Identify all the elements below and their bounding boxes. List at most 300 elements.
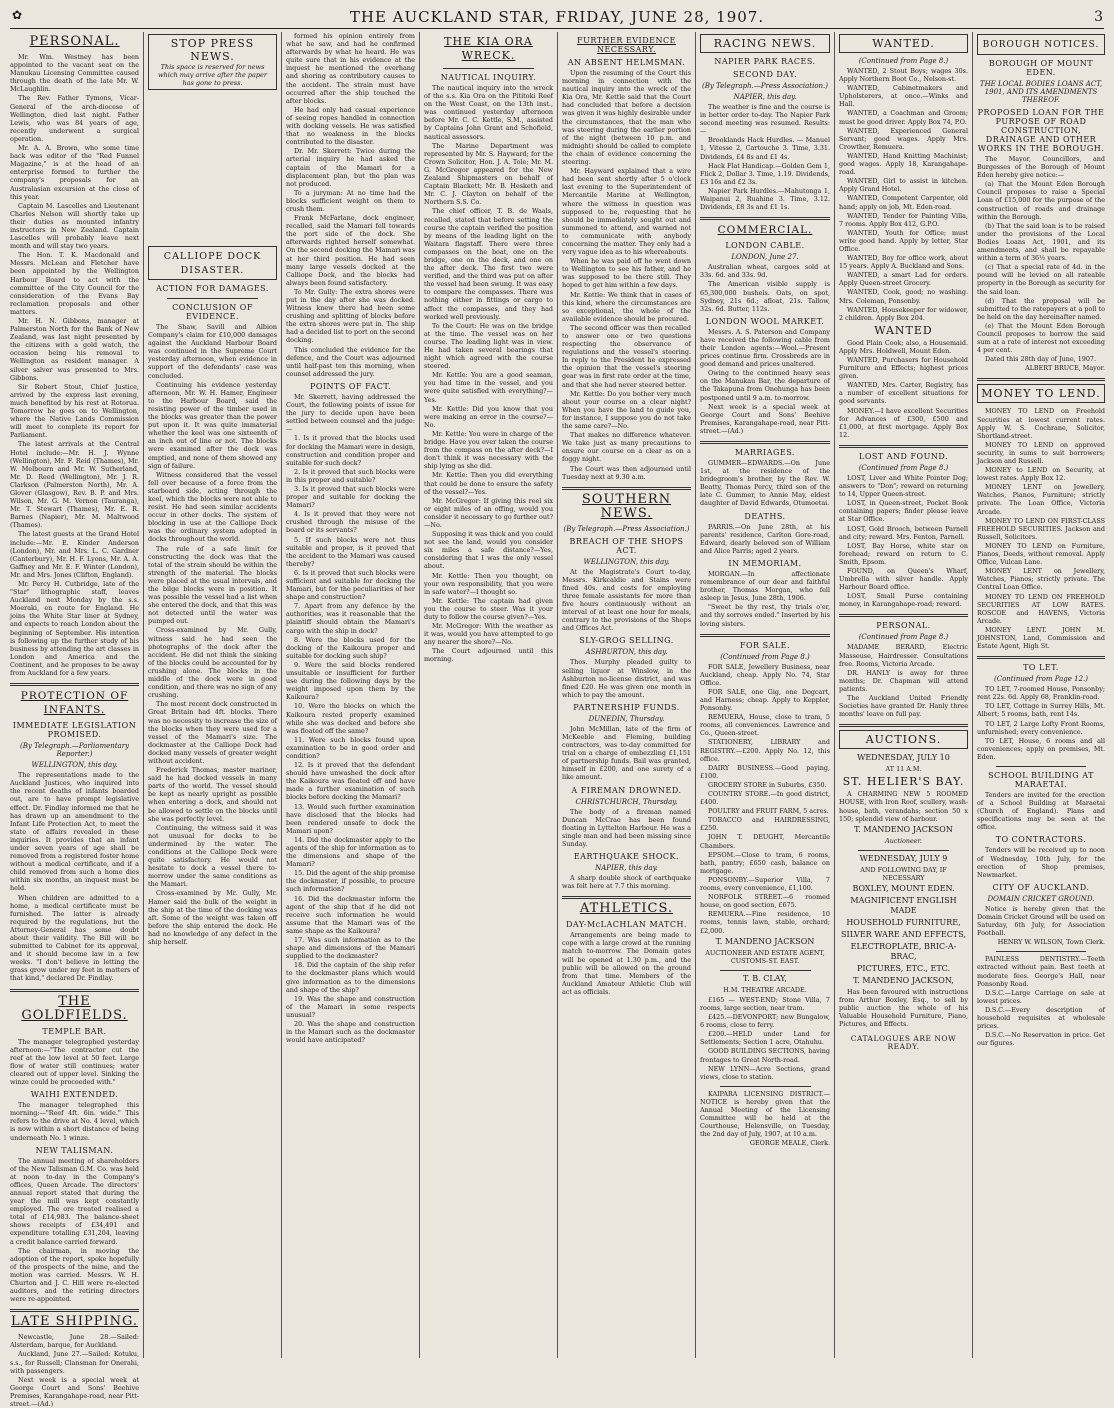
column-2 (144, 32, 281, 1358)
subheading: TEMPLE BAR. (42, 1026, 107, 1036)
paragraph: Tenders are invited for the erection of a School Building at Maraetai (Church of England). Plans and specifications may be seen at the office. (977, 791, 1105, 832)
subheading: SCHOOL BUILDING AT MARAETAI. (988, 771, 1094, 789)
subheading: WAIHI EXTENDED. (30, 1090, 119, 1100)
subheading: AN ABSENT HELMSMAN. (567, 58, 686, 67)
money-heading-box (977, 384, 1105, 403)
signature: ALBERT BRUCE, Mayor. (1025, 364, 1105, 373)
divider (10, 1309, 139, 1312)
paragraph: To the Court: He was on the bridge at the time. The vessel was on her course. The leading light was in view. He had taken several bearings that night which agreed with the course steered. (424, 321, 553, 371)
paragraph: Napier Park Hurdles.—Mahutonga 1, Waipanui 2, Ruahine 3. Time, 3.12. Dividends, £8 3s and £1 1s. (700, 186, 830, 212)
classified-ad: WANTED, a Coachman and Groom; must be good driver. Apply Box 74, P.O. (839, 109, 968, 126)
classified-ad: MONEY LENT on Jewellery, Watches, Pianos, Furniture; strictly private. The Loan Office, Victoria Arcade. (977, 483, 1105, 516)
paragraph: When he was paid off he went down to Wellington to see his father, and he was supposed to be there still. They hoped to get him within a few days. (562, 257, 691, 290)
paragraph: The weather is fine and the course is in better order to-day. The Napier Park second meeting was resumed. Results:— (700, 103, 830, 136)
dateline: NAPIER, this day. (733, 93, 797, 101)
paragraph: Notice is hereby given that the Domain Cricket Ground will be used on Saturday, 6th July, for Association Football. (977, 904, 1106, 938)
auction-description: A CHARMING NEW 5 ROOMED HOUSE, with Iron Roof, scullery, wash-house, bath, verandahs; section 50 x 150; splendid view of harbour. (839, 790, 968, 823)
page-number: 3 (1094, 9, 1104, 25)
dateline: WELLINGTON, this day. (583, 557, 670, 566)
paragraph: Mr. Kettle: The captain had given you the course to steer. Was it your duty to follow the course given?—Yes. (424, 596, 553, 621)
classified-ad: WANTED, Hand Knitting Machinist; good wages. Apply 18, Karangahape-road. (839, 151, 968, 177)
auction-venue: ST. HELIER'S BAY. (842, 775, 965, 789)
auction-line: HOUSEHOLD FURNITURE, (846, 918, 961, 928)
subheading: CITY OF AUCKLAND. (992, 882, 1090, 892)
classified-ad: MONEY.—I have excellent Securities for Advances of £300, £500 and £1,000, at first mortgage. Apply Box 12. (839, 406, 968, 439)
column-1 (6, 32, 143, 1408)
classified-ad: DAIRY BUSINESS.—Good paying, £100. (700, 763, 830, 780)
auctioneer-title: Auctioneer. (885, 836, 922, 845)
classified-ad: FOR SALE, Jewellery Business, near Auckland, cheap. Apply No. 74, Star Office. (700, 662, 830, 687)
paragraph: (c) That a special rate of 4d. in the pound will be levied on all rateable property in the Borough as security for the said loan. (977, 263, 1105, 296)
paragraph: Upon the resuming of the Court this morning in connection with the nautical inquiry into the wreck of the Kia Ora, Mr. Kettle said that the Court had concluded that before a decision was given it was highly desirable under the circumstances, that the man who was steering during the earlier portion of the night (between 10 p.m. and midnight) should be called to complete the chain of evidence concerning the steering. (562, 69, 691, 167)
subheading: MARRIAGES. (735, 448, 795, 457)
subheading: PARTNERSHIP FUNDS. (573, 702, 680, 712)
section-heading: THE KIA ORA WRECK. (444, 35, 533, 62)
subheading: PROPOSED LOAN FOR THE PURPOSE OF ROAD CONSTRUCTION, DRAINAGE AND OTHER WORKS IN THE BOROUGH. (977, 108, 1105, 153)
classified-ad: WANTED, a smart Lad for orders. Apply Queen-street Grocery. (839, 271, 968, 288)
auction-line: PICTURES, ETC., ETC. (856, 964, 951, 974)
classified-ad: WANTED, Girl to assist in kitchen. Apply Grand Hotel. (839, 177, 968, 194)
paragraph: Dated this 28th day of June, 1907. (985, 355, 1097, 364)
paragraph: Mr. Kettle: Then you thought, on your own responsibility, that you were in safe water?—I thought so. (424, 571, 553, 596)
subheading: FOR SALE. (739, 640, 791, 650)
signature: GEORGE MEALE, Clerk. (749, 1139, 830, 1148)
paragraph: (e) That the Mount Eden Borough Council proposes to borrow the said sum at a rate of interest not exceeding 4 per cent. (977, 321, 1105, 355)
paragraph: formed his opinion entirely from what he saw, and had he confirmed afterwards by what he heard. He was quite sure that in his evidence at the inquest he mentioned the overhang and shoring as contributory causes to the accident. The strain must have occurred after the ship touched the after blocks. (286, 32, 415, 105)
agent-address: AUCTIONEER AND ESTATE AGENT, CUSTOMS-ST. EAST. (705, 948, 825, 965)
notice: PARRIS.—On June 28th, at his parents' residence, Carlton Gore-road, Edward, dearly beloved son of William and Alice Parris; aged 2 years. (700, 522, 830, 555)
paragraph: Arrangements are being made to cope with a large crowd at the running match to-morrow. The Domain gates will be opened at 1.30 p.m., and the public will be allowed on the ground from that time. Members of the Auckland Amateur Athletic Club will act as officials. (562, 931, 691, 996)
section-heading: THE GOLDFIELDS. (21, 993, 128, 1023)
classified-ad: LOST, in Queen-street, Pocket Book containing papers; finder please leave at Star Office. (839, 499, 968, 524)
subheading: FURTHER EVIDENCE NECESSARY. (577, 36, 676, 54)
paragraph: The Marine Department was represented by Mr. S. Hayward; for the Crown Solicitor, Hon. J. A. Tole; Mr. M. G. McGregor appeared for the New Zealand Shipmasters on behalf of Captain Blackett; Mr. B. Hesketh and Mr. C. J. Clayton on behalf of the Northern S.S. Co. (424, 141, 553, 207)
subheading: TO CONTRACTORS. (995, 835, 1087, 845)
paragraph: 7. Apart from any defence by the authorities, was it reasonable that the plaintiff should obtain the Mamari's cargo with the ship in dock? (286, 602, 415, 635)
paragraph: Mr. Kettle: We think that in cases of this kind, where the circumstances are so exceptional, the whole of the available evidence should be procured. (562, 290, 691, 323)
notice: MORGAN.—In affectionate remembrance of our dear and faithful brother, Thomas Morgan, who fell asleep in Jesus, June 28th, 1906. (700, 569, 830, 603)
notice: GUMMER—EDWARDS.—On June 1st, at the residence of the bridegroom's brother, by the Rev. W. Beatty, Thomas Percy, third son of the late C. Gummer, to Annie May, eldest daughter of David Edwards, Otumoetai. (700, 459, 830, 508)
paragraph: (a) That the Mount Eden Borough Council proposes to raise a Special Loan of £15,000 for the purpose of the construction of roads and drainage within the Borough. (977, 180, 1105, 221)
subheading: THE LOCAL BODIES LOANS ACT, 1901, AND ITS AMENDMENTS THEREOF. (979, 80, 1103, 104)
auction-line: ELECTROPLATE, BRIC-A-BRAC, (850, 942, 957, 962)
classified-ad: FOR SALE, one Gig, one Dogcart, and Harness; cheap. Apply to Keppler, Ponsonby. (700, 687, 830, 713)
paragraph: 5. If such blocks were not thus suitable and proper, is it proved that the accident to the Mamari was caused thereby? (286, 535, 415, 568)
paragraph: Mr. McGregor: If giving this reel six or eight miles of an offing, would you consider it necessary to go further out?—No. (424, 496, 553, 529)
classified-ad: GOOD BUILDING SECTIONS, having frontages to Great North-road. (700, 1047, 830, 1064)
continuation-note: (Continued from Page 12.) (993, 675, 1089, 684)
paragraph: Mr. Percy H. Cutbridge, late of the "Star" lithographic staff, leaves Auckland next Monday by the s.s. Moeraki, en route for England. He joins the White Star liner at Sydney, and expects to reach London about the beginning of September. His intention is following up the further study of his business by attending the art classes in London and America and the Continent, and he proposes to be away from Auckland for a few years. (10, 580, 139, 678)
divider (977, 378, 1105, 381)
subheading: LONDON CABLE. (725, 241, 805, 251)
classified-ad: WANTED, Housekeeper for widower, 2 children. Apply Box 204. (839, 305, 968, 322)
paragraph: 19. Was the shape and construction of the Mamari in some respects unusual? (286, 994, 415, 1019)
agent-name: T. B. CLAY, (743, 973, 787, 983)
paragraph: The Court was then adjourned until Tuesday next at 9.30 a.m. (562, 464, 691, 481)
wanted-display: WANTED (874, 323, 933, 337)
classified-ad: WANTED, Tender for Painting Villa, 7 rooms. Apply Box 412, G.P.O. (839, 211, 968, 228)
paragraph: (b) That the said loan is to be raised under the provisions of the Local Bodies Loans Act, 1901, and its amendments, and shall be repayable within a term of 36½ years. (977, 221, 1105, 263)
divider (720, 1086, 811, 1087)
classified-ad: WANTED, Experienced General Servant; good wages. Apply Mrs. Crowther, Remuera. (839, 126, 968, 151)
classified-ad: D.S.C.—Large Carriage on sale at lowest prices. (977, 988, 1105, 1005)
classified-ad: FOUND, on Queen's Wharf, Umbrella with silver handle. Apply Harbour Board office. (839, 566, 968, 592)
paragraph: Mr. Wm. Westney has been appointed to the vacant seat on the Manukau Licensing Committee caused through the death of the late Mr. W. McLaughlin. (10, 53, 139, 94)
classified-ad: MONEY TO LEND on Freehold Securities at lowest current rates. Apply W. S. Cochrane, Solicitor, Shortland-street. (977, 407, 1105, 440)
subheading: A FIREMAN DROWNED. (571, 785, 682, 795)
paragraph: 9. Were the said blocks rendered unsuitable or insufficient for further use during the following days by the weight imposed upon them by the Kaikoura? (286, 660, 415, 702)
paragraph: Australian wheat, cargoes sold at 33s. 6d. and 33s. 9d. (700, 263, 830, 280)
classified-ad: REMUERA.—Fine residence, 10 rooms, tennis lawn, stable, orchard; £2,000. (700, 910, 830, 935)
paragraph: The latest guests at the Grand Hotel include:—Mr. E. Kinder Anderson (London), Mr. and Mrs. L. C. Gardner (Canterbury), Mr. H. F. Lyons, Mr. A. A. Gaffney and Mr. E. F. Winter (London), Mr. and Mrs. Jones (Clifton, England). (10, 530, 139, 579)
ornament-icon: ✿ (12, 8, 24, 22)
divider (700, 441, 830, 444)
borough-heading-box (977, 34, 1105, 55)
classified-ad: TO LET, 2 Large Lofty Front Rooms, unfurnished; every convenience. (977, 719, 1105, 736)
column-3 (282, 32, 419, 1358)
divider (858, 850, 948, 851)
paragraph: Supposing it was thick and you could not see the land, would you consider six miles a safe distance?—Yes, considering that I was the only vessel about. (424, 530, 553, 571)
classified-ad: LOST, Bay Horse, white star on forehead; reward on return to C. Smith, Epsom. (839, 541, 968, 566)
byline: (By Telegraph.—Press Association.) (563, 524, 690, 533)
calliope-heading-box (148, 246, 277, 280)
classified-ad: £200.—HELD under Land for Settlements; Section 1 acre, Otahuhu. (700, 1030, 830, 1047)
paragraph: 4. Is it proved that they were not crushed through the misuse of the board or its servants? (286, 510, 415, 535)
subheading: EARTHQUAKE SHOCK. (573, 852, 680, 862)
wanted-heading-box (839, 34, 968, 53)
paragraph: The Hon. T. K. Macdonald and Messrs. McLean and Fletcher have been appointed by the Wellington Harbour Board to act with the committee of the City Council for the consideration of the Evans Bay reclamation proposals and other matters. (10, 251, 139, 316)
paragraph: The manager telegraphed yesterday afternoon:—"The contractor cut the reef at the low level at 50 feet. Large flow of water still continues; water cleared out of upper level. Sinking the winze could be proceeded with." (10, 1037, 139, 1087)
paragraph: 14. Did the dockmaster apply to the agents of the ship for information as to the dimensions and shape of the Mamari? (286, 835, 415, 869)
paragraph: 11. Were such blocks found upon examination to be in good order and condition? (286, 735, 415, 760)
classified-ad: The Auckland United Friendly Societies have granted Dr. Hanly three months' leave on full pay. (839, 694, 968, 719)
masthead (10, 6, 1104, 29)
classified-ad: MONEY LENT on Jewellery, Watches, Pianos; strictly private. The Central Loan Office. (977, 567, 1105, 592)
paragraph: Dr. Mr. Skerrett: Twice during the arterial inquiry he had asked the captain of the Mamari for a displacement plan, but the plan was not produced. (286, 147, 415, 188)
continuation-note: (Continued from Page 8.) (858, 633, 949, 642)
section-heading: RACING NEWS. (713, 37, 817, 50)
paragraph: Mr. Kettle: Do you bother very much about your course on a clear night? When you have the land to guide you, for instance, I suppose you do not take the same care?—No. (562, 389, 691, 431)
continuation-note: (Continued from Page 8.) (858, 463, 949, 472)
classified-ad: DR. HANLY is away for three months; Dr. Chapman will attend patients. (839, 668, 968, 693)
paragraph: The second officer was then recalled to answer one or two questions respecting the observance of regulations and the vessel's steering. In reply to the President he expressed the opinion that the vessel's steering gear was in first rate order at the time, and that she had never steered better. (562, 323, 691, 389)
paragraph: 16. Did the dockmaster inform the agent of the ship that if he did not receive such information he would assume that the Mamari was of the same shape as the Kaikoura? (286, 894, 415, 935)
paragraph: Owing to the continued heavy seas on the Manukau Bar, the departure of the Takapuna from Onehunga has been postponed until 9 a.m. to-morrow. (700, 369, 830, 402)
classified-ad: PAINLESS DENTISTRY.—Teeth extracted without pain. Best teeth at moderate fees. George's Hall, near Ponsonby Road. (977, 955, 1105, 988)
classified-ad: TO LET, 7-roomed House, Ponsonby; rent 22s. 6d. Apply 68, Franklin-road. (977, 685, 1105, 702)
paragraph: Continuing, the witness said it was not unusual for docks to be undermined by the water. The conditions at the Calliope Dock were quite satisfactory. He would not hesitate to dock a vessel there to-morrow under the same conditions as the Mamari. (148, 823, 277, 889)
classified-ad: D.S.C.—No Reservation in price. Get our figures. (977, 1031, 1105, 1048)
paragraph: 2. Is it proved that such blocks were in this proper and suitable? (286, 467, 415, 484)
paragraph: Thos. Murphy pleaded guilty to selling liquor at Winslow, in the Ashburton no-license district, and was fined £20. He was given one month in which to pay the amount. (562, 658, 691, 699)
paragraph: Mr. Kettle: Did you know that you were making an error in the course?—No. (424, 404, 553, 429)
divider (700, 217, 830, 220)
paragraph: The annual meeting of shareholders of the New Talisman G.M. Co. was held at noon to-day in the Company's offices, Queen Arcade. The directors' annual report stated that during the year the mill was kept constantly employed. The ore treated realised a total of £14,983. The balance-sheet shows receipts of £34,491 and expenditure totalling £31,204, leaving a credit balance carried forward. (10, 1156, 139, 1246)
subheading: DAY-McLACHLAN MATCH. (566, 920, 687, 930)
section-heading: MONEY TO LEND. (981, 387, 1101, 401)
auction-line: MAGNIFICENT ENGLISH MADE (850, 896, 957, 916)
classified-ad: MONEY TO LEND on approved security, in sums to suit borrowers; Jackson and Russell. (977, 440, 1105, 465)
classified-ad: NEW LYNN—Acre Sections, grand views, close to station. (700, 1064, 830, 1081)
subheading: IMMEDIATE LEGISLATION PROMISED. (12, 721, 137, 740)
paragraph: The manager telegraphed this morning:—"Reef 4ft. 6in. wide." This refers to the drive at No. 4 level, which is now within a short distance of being underneath No. 1 winze. (10, 1101, 139, 1142)
auction-date: WEDNESDAY, JULY 9 (859, 853, 948, 863)
auction-description: Has been favoured with instructions from Arthur Boxley, Esq., to sell by public auction the whole of his Valuable Household Furniture, Piano, Pictures, and Effects. (839, 988, 968, 1029)
divider (996, 951, 1086, 952)
byline: (By Telegraph.—Parliamentary Reporter.) (19, 742, 130, 759)
section-heading: WANTED. (872, 37, 935, 50)
classified-ad: JOHN T. DEUGHT, Mercantile Chambers. (700, 833, 830, 850)
paragraph: This concluded the evidence for the defence, and the Court was adjourned until half-past ten this morning, when counsel addressed the jury. (286, 345, 415, 378)
classified-ad: MONEY TO LEND ON FREEHOLD SECURITIES AT LOW RATES. ROSCOE and HAVENS, Victoria Arcade. (977, 592, 1105, 625)
dateline: NAPIER, this day. (595, 864, 658, 873)
continuation-note: (Continued from Page 8.) (720, 652, 810, 661)
divider (562, 896, 691, 899)
paragraph: 20. Was the shape and construction in the Mamari such as the dockmaster would have anticipated? (286, 1019, 415, 1045)
classified-ad: GROCERY STORE in Suburbs, £350. (708, 780, 827, 789)
paragraph: The chairman, in moving the adoption of the report, spoke hopefully of the prospects of the mine, and the motion was carried. Messrs. W. H. Churton and J. C. Hill were re-elected auditors, and the retiring directors were re-appointed. (10, 1246, 139, 1304)
classified-ad: WANTED, Youth for Office; must write good hand. Apply by letter, Star Office. (839, 228, 968, 253)
paragraph: That makes no difference whatever. We take just as many precautions to ensure our course on a clear as on a foggy night. (562, 431, 691, 464)
auction-line: SILVER WARE AND EFFECTS, (841, 930, 966, 940)
dateline: LONDON, June 27. (731, 253, 799, 262)
classified-ad: MONEY to LEND on Security, at lowest rates. Apply Box 12. (977, 466, 1105, 483)
paragraph: The most recent dock constructed in Great Britain had 4ft. blocks. There was no necessity to increase the size of the blocks when they were used for a vessel of the Mamari's size. The dockmaster at the Calliope Dock had docked many vessels of greater weight without accident. (148, 700, 277, 765)
paragraph: When children are admitted to a home, a medical certificate must be furnished. The latter is already required by the regulations, but the Attorney-General has some doubt about their validity. The Bill will be submitted to Cabinet for its approval, and it should become law in a few weeks. "I don't believe in letting the grass grow under my feet in matters of that kind," declared Dr. Findlay. (10, 893, 139, 983)
stop-press-space (148, 94, 277, 244)
divider (700, 634, 830, 637)
divider (839, 445, 968, 448)
paragraph: A sharp double shock of earthquake was felt here at 7.7 this morning. (562, 874, 691, 891)
divider (977, 656, 1105, 659)
classified-ad: NORFOLK STREET.—6 roomed house, on good section, £675. (700, 893, 830, 910)
paragraph: Mr. McGregor: With the weather as it was, would you have attempted to go any nearer the shore?—No. (424, 622, 553, 647)
paragraph: Cross-examined by Mr. Gully, witness said he had seen the photographs of the dock after the accident. He did not think the sinking of the blocks could be accounted for by crushing alone. The blocks in the middle of the dock were in good condition, and there was no sign of any crushing. (148, 626, 277, 700)
divider (10, 683, 139, 686)
classified-ad: LOST, Gold Brooch, between Parnell and city; reward. Mrs. Fenton, Parnell. (839, 524, 968, 541)
paragraph: The representations made to the Auckland Justices, who inquired into the recent deaths of infants boarded out, are to have prompt legislative effect. Dr. Findlay informed me that he has drawn up an amendment to the Infant Life Protection Act, to meet the state of affairs revealed in these inquiries. It provides that an infant under seven years of age shall be removed from a registered foster home without a medical certificate, and if a child removed from such a home dies within six months, an inquest must be held. (10, 771, 139, 893)
paragraph: 3. Is it proved that such blocks were proper and suitable for docking the Mamari? (286, 484, 415, 510)
classified-ad: WANTED, Cabinetmakers and Upholsterers, at once.—Winks and Hall. (839, 84, 968, 109)
paragraph: Next week is a special week at George Court and Sons' Beehive Premises, Karangahape-road, near Pitt-street.—(Ad.) (10, 1375, 139, 1408)
classified-ad: WANTED, Competent Carpenter, old hand; apply on job, Mt. Eden-road. (839, 194, 968, 211)
catalogues-notice: CATALOGUES ARE NOW READY. (850, 1033, 957, 1051)
section-heading: AUCTIONS. (865, 733, 942, 747)
paragraph: (d) That the proposal will be submitted to the ratepayers at a poll to be held on the day hereinafter named. (977, 296, 1105, 321)
column-4 (420, 32, 557, 1358)
paragraph: 17. Was such information as to the shape and dimensions of the Mamari supplied to the dockmaster? (286, 936, 415, 961)
classified-ad: PONSONBY.—Superior Villa, 7 rooms, every convenience, £1,100. (700, 875, 830, 893)
paragraph: Mr. A. A. Brown, who some time back was editor of the "Red Funnel Magazine," is at the head of an enterprise formed to further the company's proposals for an Australasian excursion at the close of this year. (10, 144, 139, 201)
dateline: WELLINGTON, this day. (31, 761, 118, 770)
classified-ad: TO LET, Cottage in Surrey Hills, Mt. Albert; 5 rooms, bath, rent 14s. (977, 702, 1105, 719)
paragraph: Auckland, June 27.—Sailed: Kotuku, s.s., for Russell; Clansman for Onerahi, with passengers. (10, 1350, 139, 1375)
paragraph: Mr. Kettle: You were in charge of the bridge. Have you ever taken the course from the compass on the after deck?—I don't think it was necessary with the ship lying as she did. (424, 429, 553, 471)
classified-ad: MONEY TO LEND on Furniture, Pianos, Deeds, without removal. Apply Office, Vulcan Lane. (977, 541, 1105, 567)
classified-ad: D.S.C.—Every description of household requisites at wholesale prices. (977, 1005, 1105, 1031)
paragraph: 6. Is it proved that such blocks were sufficient and suitable for docking the Mamari, but for the peculiarities of her shape and construction? (286, 568, 415, 602)
section-heading: PROTECTION OF INFANTS. (20, 690, 129, 717)
paragraph: The chief officer, T. B. de Waals, recalled, stated that before setting the course the captain verified the position by means of the leading light on the Waitara flagstaff. There were three compasses on the boat, one on the bridge, one on the deck, and one on the after deck. The first two were verified, and the third was put on after the vessel had been swung. It was easy to compare the compasses. There was nothing either in fittings or cargo to affect the compasses, and they had worked well previously. (424, 207, 553, 321)
paragraph: The Court adjourned until this morning. (424, 647, 553, 664)
paragraph: Mr. Skerrett, having addressed the Court, the following points of issue for the jury to decide upon have been settled between counsel and the judge:— (286, 392, 415, 434)
paragraph: Frederick Thomas, master mariner, said he had docked vessels in many parts of the world. The vessel should be kept as nearly upright as possible when entering a dock, and should not be allowed to settle on the blocks until she was perfectly level. (148, 766, 277, 823)
paragraph: 10. Were the blocks on which the Kaikoura rested properly examined while she was docked and before she was floated off the same? (286, 702, 415, 735)
paragraph: The nautical inquiry into the wreck of the s.s. Kia Ora on the Pititoki Reef on the West Coast, on the 13th inst., was continued yesterday afternoon before Mr. C. C. Kettle, S.M., assisted by Captains John Grant and Schofield, nautical assessors. (424, 84, 553, 141)
auctions-heading-box (839, 730, 968, 749)
divider (720, 970, 811, 971)
column-7 (835, 32, 972, 1358)
classified-ad: REMUERA, House, close to tram, 5 rooms, all conveniences. Lawrence and Co., Queen-street. (700, 713, 830, 738)
auction-note: AND FOLLOWING DAY, IF NECESSARY (860, 865, 947, 882)
classified-ad: TO LET, House, 6 rooms and all conveniences; apply on premises, Mt. Eden. (977, 736, 1105, 761)
divider (839, 614, 968, 617)
notice: "Sweet be thy rest, thy trials o'er, and thy sorrows ended." Inserted by his loving sisters. (700, 603, 830, 628)
paragraph: The rule of a safe limit for constructing the dock was that the total of the strain should be within the strength of the material. The blocks were placed at the usual intervals, and the bilge blocks were in position. It was possible the vessel had a list when she entered the dock, and that this was not detected until the water was pumped out. (148, 544, 277, 626)
agent-name: T. MANDENO JACKSON (715, 936, 815, 946)
stop-press-box (148, 34, 277, 90)
section-heading: SOUTHERN NEWS. (581, 491, 672, 521)
paragraph: Newcastle, June 28.—Sailed: Alsterdam, barque, for Auckland. (10, 1333, 139, 1350)
dateline: ASHBURTON, this day. (585, 648, 668, 657)
auctioneer-name: T. MANDENO JACKSON (854, 824, 953, 834)
paragraph: 8. Were the blocks used for the docking of the Kaikoura proper and suitable for docking such ship? (286, 635, 415, 660)
paragraph: To a juryman: At no time had the blocks sufficient weight on them to crush them. (286, 188, 415, 213)
divider (562, 487, 691, 490)
paragraph: The body of a fireman named Duncan McCrae has been found floating in Lyttelton Harbour. He was a single man and had been missing since Sunday. (562, 807, 691, 848)
divider (839, 724, 968, 727)
paragraph: Hack Flat Handicap.—Golden Gem 1, Flick 2, Dollar 3. Time, 1.19. Dividends, £3 16s and £2 3s. (700, 161, 830, 186)
classified-ad: POULTRY and FRUIT FARM, 5 acres. (708, 807, 829, 816)
racing-heading-box (700, 34, 830, 53)
subheading: NAPIER PARK RACES. (714, 57, 816, 66)
subheading: NEW TALISMAN. (35, 1145, 114, 1155)
continuation-note: (Continued from Page 8.) (858, 57, 949, 65)
paragraph: The Mayor, Councillors, and Burgesses of the Borough of Mount Eden hereby give notice:— (977, 155, 1105, 180)
subheading: DEATHS. (744, 511, 786, 521)
masthead-title: THE AUCKLAND STAR, FRIDAY, JUNE 28, 1907. (349, 8, 765, 26)
signature: HENRY W. WILSON, Town Clerk. (997, 938, 1105, 947)
classified-ad: EPSOM.—Close to tram, 6 rooms, bath, pantry; £650 cash, balance on mortgage. (700, 850, 830, 875)
paragraph: Messrs. A. S. Paterson and Company have received the following cable from their London agents:—Wool.—Present prices continue firm. Crossbreds are in good demand and prices unaltered. (700, 327, 830, 369)
divider (167, 298, 257, 299)
subheading: SECOND DAY. (732, 70, 798, 79)
section-heading: LATE SHIPPING. (10, 1314, 139, 1330)
paragraph: Witness considered that the vessel fell over because of a force from the starboard side, acting through the keel, which the blocks were not able to resist. He had seen similar accidents occur in other docks. The system of blocking in use at the Calliope Dock was the ordinary system adopted in docks throughout the world. (148, 470, 277, 544)
classified-ad: £165 — WEST-END; Stone Villa, 7 rooms, large section, near tram. (700, 995, 830, 1012)
classified-ad: MONEY TO LEND ON FIRST-CLASS FREEHOLD SECURITIES. Jackson and Russell, Solicitors. (977, 516, 1105, 541)
paragraph: 18. Did the captain of the ship refer to the dockmaster plans which would give information as to the dimensions and shape of the ship? (286, 961, 415, 994)
subheading: POINTS OF FACT. (309, 381, 392, 391)
classified-ad: WANTED, Purchasers for Household Furniture and Effects; highest prices given. (839, 356, 968, 381)
paragraph: Cross-examined by Mr. Gully, Mr. Hamer said the bulk of the weight in the ship at the time of the docking was aft. Some of the weight was taken off before the ship entered the dock. He had no knowledge of any defect in the ship herself. (148, 889, 277, 947)
paragraph: The Rev. Father Tymons, Vicar-General of the arch-diocese of Wellington, died last night. Father Lewis, who was 84 years of age, recently underwent a surgical operation. (10, 94, 139, 143)
subheading: IN MEMORIAM. (728, 558, 802, 568)
section-heading: BOROUGH NOTICES. (982, 40, 1100, 50)
public-notice: KAIPARA LICENSING DISTRICT.—NOTICE is hereby given that the Annual Meeting of the Licensing Committee will be held at the Courthouse, Helensville, on Tuesday, the 2nd day of July, 1907, at 10 a.m. (700, 1089, 830, 1139)
paragraph: Frank McFarlane, dock engineer, recalled, said the Mamari fell towards the port side of the dock. She afterwards righted herself somewhat. On the second docking the Mamari was at her third position. He had seen many large vessels docked at the Calliope Dock, and the blocks had always been found satisfactory. (286, 214, 415, 287)
paragraph: Captain M. Lascelles and Lieutenant Charles Nelson will shortly take up their duties as mounted infantry instructors in New Zealand. Captain Lascelles will probably leave next month and will stay two years. (10, 201, 139, 251)
subheading: LONDON WOOL MARKET. (705, 316, 825, 326)
subheading: DOMAIN CRICKET GROUND. (987, 894, 1095, 903)
subheading: CONCLUSION OF EVIDENCE. (172, 303, 253, 321)
paragraph: The latest arrivals at the Central Hotel include:—Mr. H. J. Wynne (Wellington), Mr. F. Reid (Thames), Mr. W. Melbourn and Mr. W. Sutherland, Mr. D. Reed (Wellington), Mr. J. R. Clarkson (Palmerston North), Mr. A. Glover (Glasgow), Rev. B. P. and Mrs. Wilson, Mr. G. M. Vernon (Tauranga), Mr. T. Stewart (Thames), Mr. E. R. Barnes (Napier), Mr. M. Maltwood (Thames). (10, 440, 139, 530)
paragraph: Sir Robert Stout, Chief Justice, arrived by the express last evening, much benefited by his rest at Rotorua. Tomorrow he goes on to Wellington, where the Native Lands Commission will meet to complete its report for Parliament. (10, 382, 139, 440)
subheading: NAUTICAL INQUIRY. (440, 73, 537, 82)
paragraph: Tenders will be received up to noon of Wednesday, 10th July, for the erection of Shop premises, Newmarket. (977, 846, 1105, 879)
paragraph: The Shaw, Savill and Albion Company's claim for £10,000 damages against the Auckland Harbour Board was continued in the Supreme Court yesterday afternoon, when evidence in support of the defendants' case was concluded. (148, 323, 277, 380)
subheading: TO LET. (1023, 663, 1059, 673)
divider (443, 68, 533, 69)
classified-ad: WANTED, Boy for office work, about 15 years. Apply A. Buckland and Sons. (839, 254, 968, 271)
paragraph: The American visible supply is 65,300,000 bushels. Oats, on spot, Sydney, 21s 6d.; afloat, 21s. Tallow, 32s. 6d. Butter, 112s. (700, 280, 830, 313)
dateline: DUNEDIN, Thursday. (588, 714, 665, 723)
classified-ad: LOST, Small Purse containing money, in Karangahape-road; reward. (839, 592, 968, 609)
paragraph: To Mr. Gully: The extra shores were put in the day after she was docked. Witness knew there had been some crushing and splitting of blocks before the extra shores were put in. The ship had a decided list to port on the second docking. (286, 287, 415, 345)
dateline: CHRISTCHURCH, Thursday. (575, 797, 678, 806)
classified-ad: WANTED, Cook, good; no washing. Mrs. Coleman, Ponsonby. (839, 288, 968, 305)
classified-ad: LOST, Liver and White Pointer Dog; answers to "Don"; reward on returning to 14, Upper Queen-street. (839, 473, 968, 499)
subheading: LOST AND FOUND. (859, 451, 948, 461)
classified-ad: WANTED, Mrs. Carter, Registry, has a number of excellent situations for good servants. (839, 381, 968, 406)
paragraph: Mr. H. N. Gibbons, manager at Palmerston North for the Bank of New Zealand, was last night presented by the citizens with a gold watch, the occasion being his removal to Wellington as resident manager. A silver salver was presented to Mrs. Gibbons. (10, 317, 139, 382)
column-5 (558, 32, 695, 1358)
auctioneer-name: T. MANDENO JACKSON, (853, 976, 954, 986)
classified-ad: TOBACCO and HAIRDRESSING, £250. (700, 816, 830, 833)
auction-time: AT 11 A.M. (885, 765, 922, 774)
subheading: BOROUGH OF MOUNT EDEN. (988, 59, 1094, 77)
subheading: BREACH OF THE SHOPS ACT. (569, 536, 684, 555)
auction-venue: BOXLEY, MOUNT EDEN. (852, 884, 955, 894)
classified-ad: £425.—DEVONPORT; new Bungalow, 6 rooms, close to ferry. (700, 1013, 830, 1030)
section-heading: CALLIOPE DOCK DISASTER. (163, 251, 262, 276)
paragraph: 12. Is it proved that the defendant should have unwashed the dock after the Kaikoura was floated off and have made a further examination of such blocks before docking the Mamari? (286, 761, 415, 802)
column-6 (696, 32, 834, 1358)
paragraph: Continuing his evidence yesterday afternoon, Mr. W. H. Hamer, Engineer to the Harbour Board, said the resisting power of the timber used in the blocks was greater than the power put upon it. It was quite immaterial whether the keel was one sixteenth of an inch out of line or not. The blocks were examined after the dock was emptied, and none of them showed any sign of failure. (148, 380, 277, 470)
classified-ad: MADAME BERARD, Electric Masseuse, Hairdresser. Consultations free. Rooms, Victoria Arcade. (839, 643, 968, 668)
stop-press-note: This space is reserved for news which may arrive after the paper has gone to press. (157, 63, 268, 87)
paragraph: John McMillan, late of the firm of McKeeble and Fleming, building contractors, was to-day committed for trial on a charge of embezzling £1,151 of partnership funds. Bail was granted, himself in £200, and one surety of a like amount. (562, 724, 691, 782)
paragraph: Brooklands Hack Hurdles. — Manuel 1, Vitesse 2, Cartouche 3. Time, 3.31. Dividends, £4 8s and £1 4s. (700, 136, 830, 161)
paragraph: At the Magistrate's Court to-day, Messrs. Kirkcaldie and Stains were fined 40s. and costs for employing three female assistants for more than five hours continuously without an interval of at least one hour for meals, contrary to the provisions of the Shops and Offices Act. (562, 567, 691, 633)
paragraph: Mr. Kettle: You are a good seaman, you had time in the vessel, and you were quite satisfied with everything?—Yes. (424, 371, 553, 404)
classified-ad: WANTED, 2 Stout Boys; wages 30s. Apply Northern Boot Co., Nelson-st. (839, 67, 968, 84)
section-heading: COMMERCIAL. (717, 224, 813, 237)
subheading: PERSONAL. (876, 621, 931, 631)
subheading: SLY-GROG SELLING. (579, 636, 674, 646)
subheading: ACTION FOR DAMAGES. (156, 284, 269, 293)
section-heading: ATHLETICS. (579, 901, 674, 917)
agent-address: H.M. THEATRE ARCADE. (723, 985, 807, 994)
paragraph: Mr. Hayward explained that a wire had been sent shortly after 5 o'clock last evening to the Superintendent of Mercantile Marine at Wellington, where the witness in question was supposed to be, requesting that he should be immediately sought out and summoned to attend, and warned not to communicate with anybody concerning the matter. They only had a very vague idea as to his whereabouts. (562, 167, 691, 257)
paragraph: 13. Would such further examination have disclosed that the blocks had been rendered unsafe to dock the Mamari upon? (286, 802, 415, 835)
paragraph: Next week is a special week at George Court and Sons' Beehive Premises, Karangahape-road, near Pitt-street.—(Ad.) (700, 402, 830, 435)
classified-ad: Good Plain Cook; also, a Housemaid. Apply Mrs. Holdwell, Mount Eden. (839, 338, 968, 355)
column-8 (973, 32, 1109, 1358)
classified-ad: COUNTRY STORE.—In good district, £400. (700, 790, 830, 807)
section-heading: PERSONAL. (29, 34, 120, 49)
classified-ad: MONEY LENT. JOHN M. JOHNSTON, Land, Commission and Estate Agent, High St. (977, 625, 1105, 651)
paragraph: 1. Is it proved that the blocks used for docking the Mamari were in design, construction and condition proper and suitable for such dock? (286, 434, 415, 467)
paragraph: Mr. Kettle: Then you did everything that could be done to ensure the safety of the vessel?—Yes. (424, 471, 553, 496)
auction-date: WEDNESDAY, JULY 10 (857, 753, 950, 763)
stop-press-heading: STOP PRESS NEWS. (170, 37, 255, 63)
divider (10, 989, 139, 992)
paragraph: He had only had casual experience of seeing ropes handled in connection with docking vessels. He was satisfied that no weakness in the blocks contributed to the disaster. (286, 105, 415, 147)
paragraph: 15. Did the agent of the ship promise the dockmaster, if possible, to procure such information? (286, 869, 415, 894)
divider (996, 766, 1086, 767)
classified-ad: STATIONERY, LIBRARY and REGISTRY.—£200. Apply No. 12, this office. (700, 738, 830, 763)
